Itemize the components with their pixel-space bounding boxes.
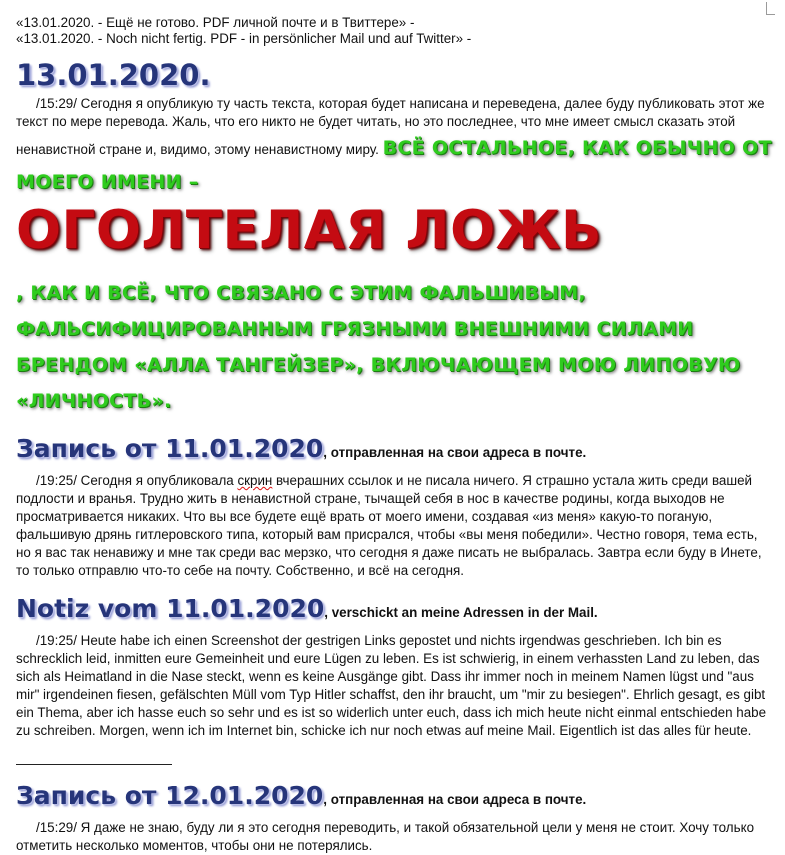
entry-11-ru-text-b: вчерашних ссылок и не писала ничего. Я страшно устала жить среди вашей подлости и вранья. Трудно жить в ненавистной стране, тычащей себя в нос в качестве родины, когда выходов не просматривается никаких. Что вы все будете ещё врать от моего имени, создавая «из меня» какую-то поганую, фальшивую дрянь гитлеровского типа, который вам присрался, чтобы «вы меня победили». Честно говоря, тема есть, но я вас так ненавижу и мне так среди вас мерзко, что сегодня я даже писать не выбралась. Завтра если буду в Инете, то только отправлю что-то себе на почту. Собственно, и всё на сегодня.: [16, 473, 762, 578]
green-emphasis-block: [16, 276, 776, 420]
green-emphasis-1: ВСЁ ОСТАЛЬНОЕ, КАК ОБЫЧНО ОТ МОЕГО ИМЕНИ –: [16, 137, 772, 193]
section-title-11-de-sub: , verschickt an meine Adressen in der Mail.: [324, 605, 598, 620]
section-title-12-ru-sub: , отправленная на свои адреса в почте.: [323, 792, 587, 807]
section-title-11-ru-main: Запись от 11.01.2020: [16, 434, 324, 463]
horizontal-rule: [16, 764, 172, 765]
header-line-de: «13.01.2020. - Noch nicht fertig. PDF - in persönlicher Mail und auf Twitter» -: [16, 31, 472, 46]
section-title-11-de-main: Notiz vom 11.01.2020: [16, 594, 325, 623]
entry-12-ru-paragraph: /15:29/ Я даже не знаю, буду ли я это сегодня переводить, и такой обязательной цели у меня не стоит. Хочу только отметить несколько моментов, чтобы они не потерялись.: [16, 820, 755, 853]
section-title-12-ru: [16, 781, 776, 815]
spellcheck-word: скрин: [237, 473, 273, 488]
section-title-11-de: [16, 594, 776, 628]
section-title-11-ru-sub: , отправленная на свои адреса в почте.: [323, 445, 587, 460]
date-heading-13: 13.01.2020.: [16, 58, 211, 92]
entry-11-ru-paragraph: [16, 472, 776, 580]
document-page: [16, 0, 776, 855]
entry-11-ru-text-a: /19:25/ Сегодня я опубликовала: [36, 473, 238, 488]
red-emphasis: ОГОЛТЕЛАЯ ЛОЖЬ: [16, 200, 602, 261]
header-line-ru: «13.01.2020. - Ещё не готово. PDF личной почте и в Твиттере» -: [16, 15, 415, 30]
section-title-12-ru-main: Запись от 12.01.2020: [16, 781, 324, 810]
section-title-11-ru: [16, 434, 776, 468]
entry-11-de-paragraph: /19:25/ Heute habe ich einen Screenshot der gestrigen Links gepostet und nichts irgendwas geschrieben. Ich bin es schrecklich leid, inmitten eure Gemeinheit und eure Lügen zu leben. Es ist schwierig, in einem verhassten Land zu leben, das sich als Heimatland in die Nase steckt, wenn es keine Ausgänge gibt. Dass ihr immer noch in meinem Namen lügst und "aus mir" irgendeinen fiesen, gefälschten Müll vom Typ Hitler schaffst, den ihr braucht, um "mir zu besiegen". Ehrlich gesagt, es gibt ein Thema, aber ich hasse euch so sehr und es ist so widerlich unter euch, dass ich mich heute nicht einmal entschieden habe zu schreiben. Morgen, wenn ich im Internet bin, schicke ich nur noch etwas auf meine Mail. Eigentlich ist das alles für heute.: [16, 633, 767, 738]
entry-13-paragraph: [16, 95, 776, 199]
green-emphasis-2: , КАК И ВСЁ, ЧТО СВЯЗАНО С ЭТИМ ФАЛЬШИВЫМ, ФАЛЬСИФИЦИРОВАННЫМ ГРЯЗНЫМИ ВНЕШНИМИ СИЛАМИ БРЕНДОМ «АЛЛА ТАНГЕЙЗЕР», ВКЛЮЧАЮЩЕМ МОЮ ЛИПОВУЮ «ЛИЧНОСТЬ».: [16, 282, 741, 412]
entry-13-text: /15:29/ Сегодня я опубликую ту часть текста, которая будет написана и переведена, далее буду публиковать этот же текст по мере перевода. Жаль, что его никто не будет читать, но это последнее, что мне имеет смысл сказать этой ненавистной стране и, видимо, этому ненавистному миру.: [16, 96, 765, 157]
red-emphasis-line: [16, 199, 776, 276]
